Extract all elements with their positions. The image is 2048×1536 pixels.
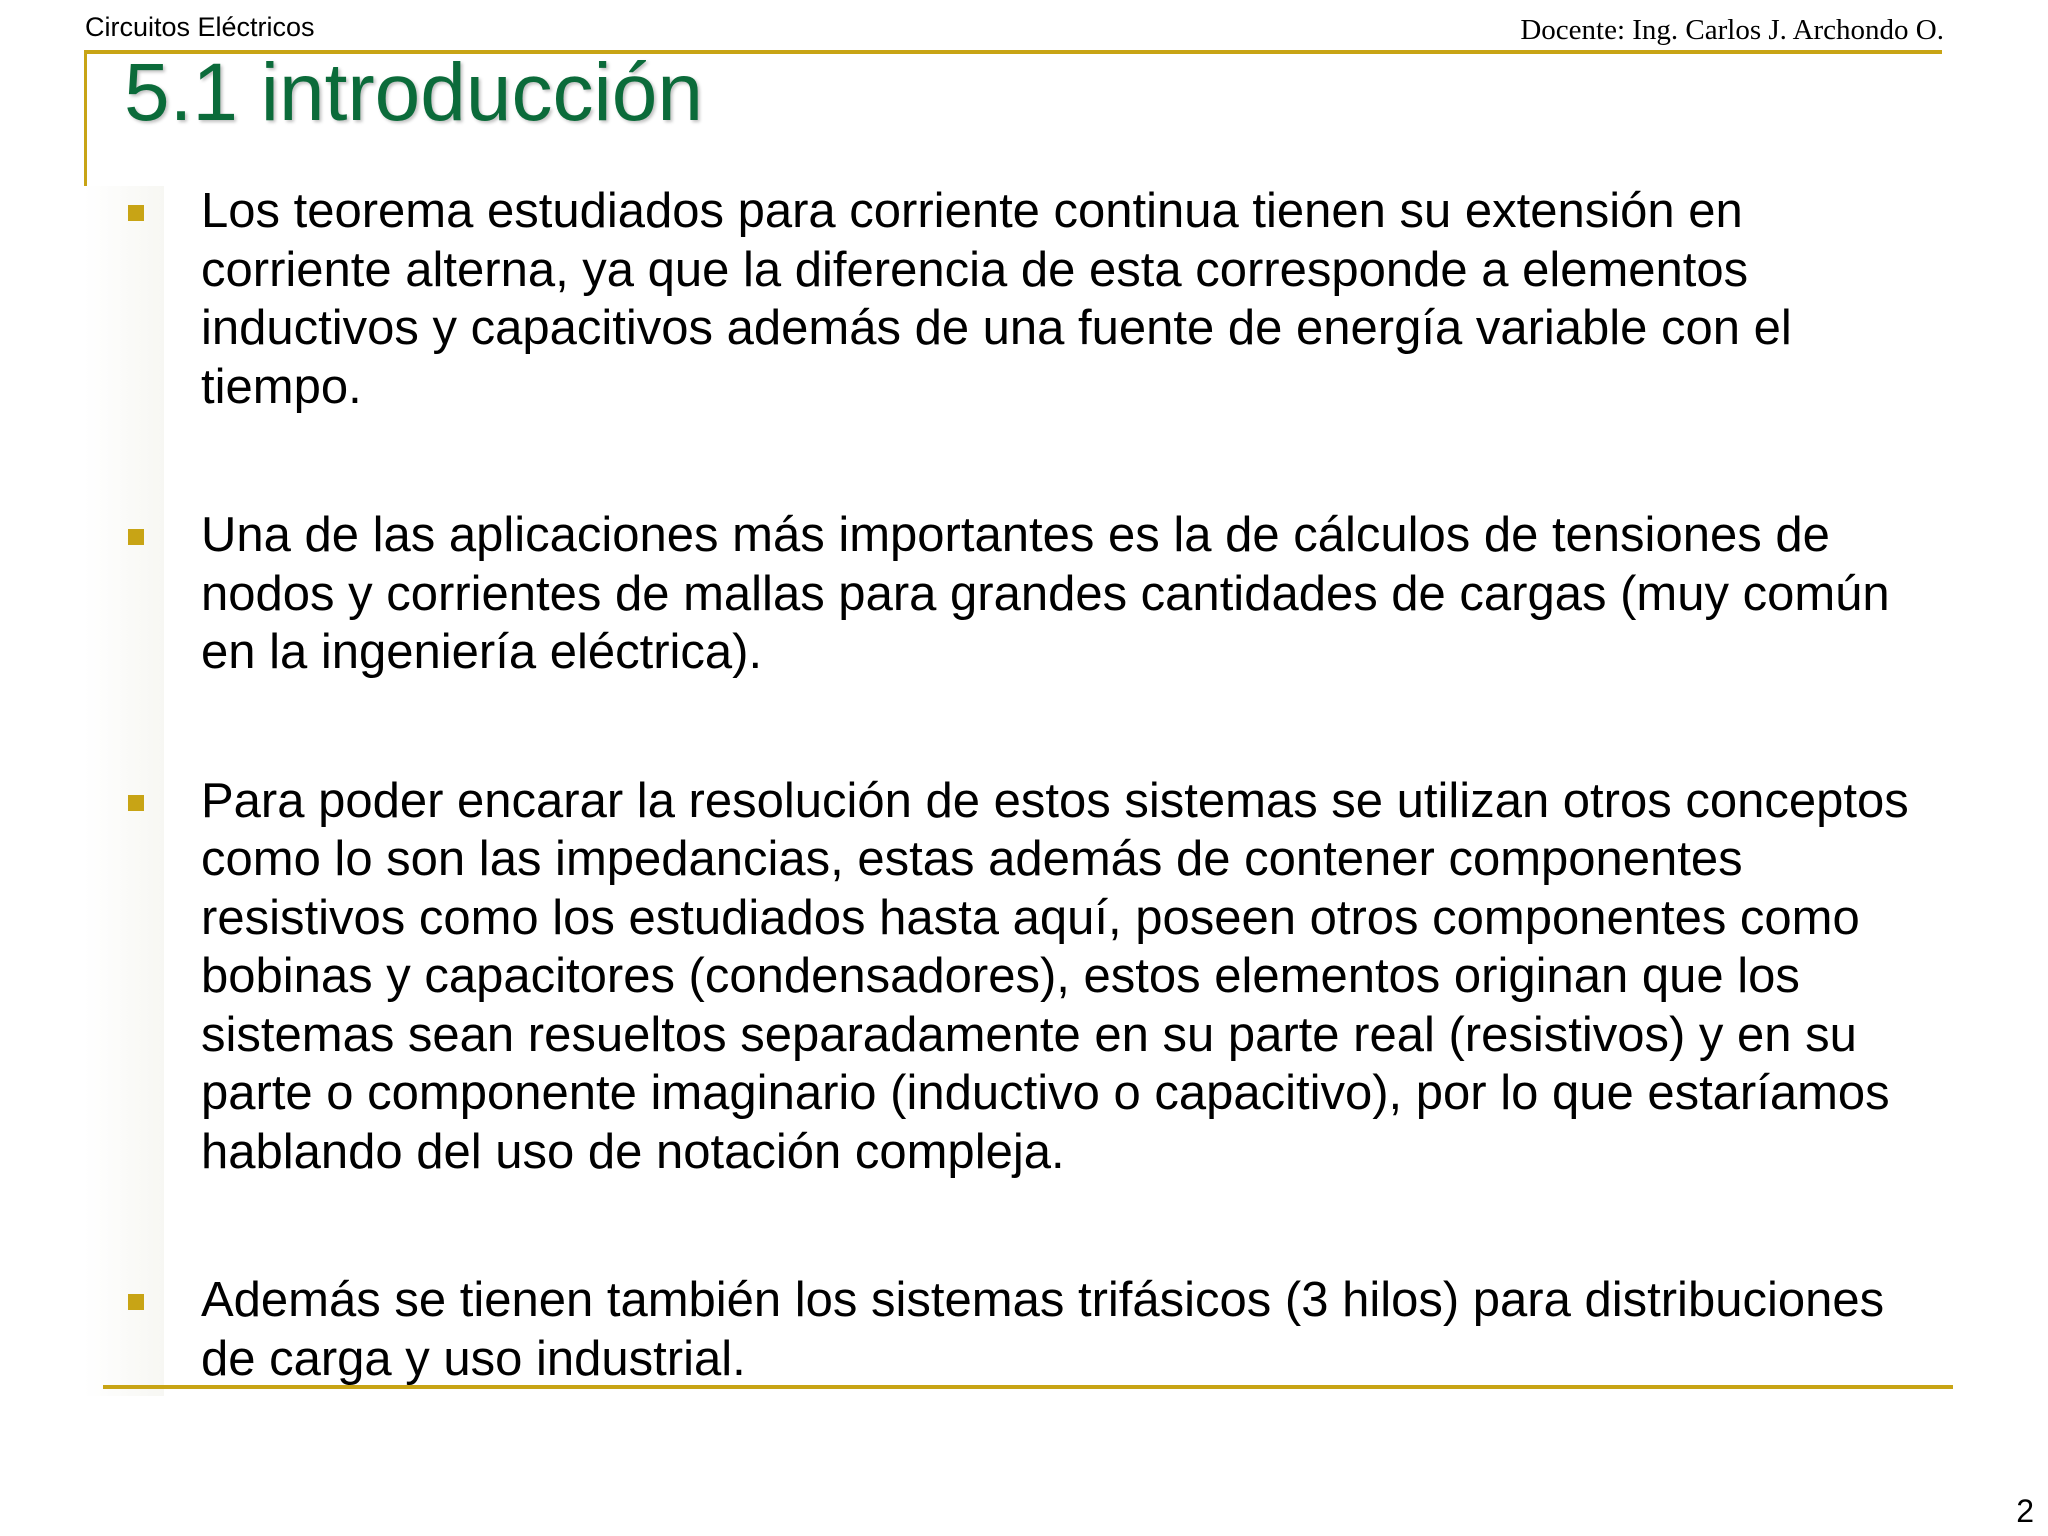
- bullet-item: [124, 1271, 1924, 1388]
- bullet-item: [124, 182, 1924, 416]
- slide-title: 5.1 introducción: [124, 47, 703, 138]
- bullet-text: Además se tienen también los sistemas trifásicos (3 hilos) para distribuciones de carga y uso industrial.: [201, 1273, 1885, 1386]
- bullet-text: Para poder encarar la resolución de estos sistemas se utilizan otros conceptos como lo son las impedancias, estas además de contener componentes resistivos como los estudiados hasta aquí, poseen otros componentes como bobinas y capacitores (condensadores), estos elementos originan que los sistemas sean resueltos separadamente en su parte real (resistivos) y en su parte o componente imaginario (inductivo o capacitivo), por lo que estaríamos hablando del uso de notación compleja.: [201, 773, 1909, 1179]
- bullet-text: Una de las aplicaciones más importantes es la de cálculos de tensiones de nodos y corrientes de mallas para grandes cantidades de cargas (muy común en la ingeniería eléctrica).: [201, 508, 1890, 679]
- bullet-list: [124, 182, 1924, 1388]
- bullet-item: [124, 772, 1924, 1182]
- page-number: 2: [2016, 1493, 2034, 1529]
- square-bullet-icon: [128, 1294, 144, 1310]
- left-divider: [84, 50, 87, 186]
- teacher-header: Docente: Ing. Carlos J. Archondo O.: [1520, 14, 1944, 46]
- course-header: Circuitos Eléctricos: [85, 12, 315, 42]
- bullet-text: Los teorema estudiados para corriente continua tienen su extensión en corriente alterna, ya que la diferencia de esta corresponde a elementos inductivos y capacitivos además de una fuente de energía variable con el tiempo.: [201, 184, 1792, 414]
- square-bullet-icon: [128, 205, 144, 221]
- square-bullet-icon: [128, 795, 144, 811]
- bullet-item: [124, 506, 1924, 682]
- square-bullet-icon: [128, 529, 144, 545]
- bottom-divider: [103, 1385, 1953, 1389]
